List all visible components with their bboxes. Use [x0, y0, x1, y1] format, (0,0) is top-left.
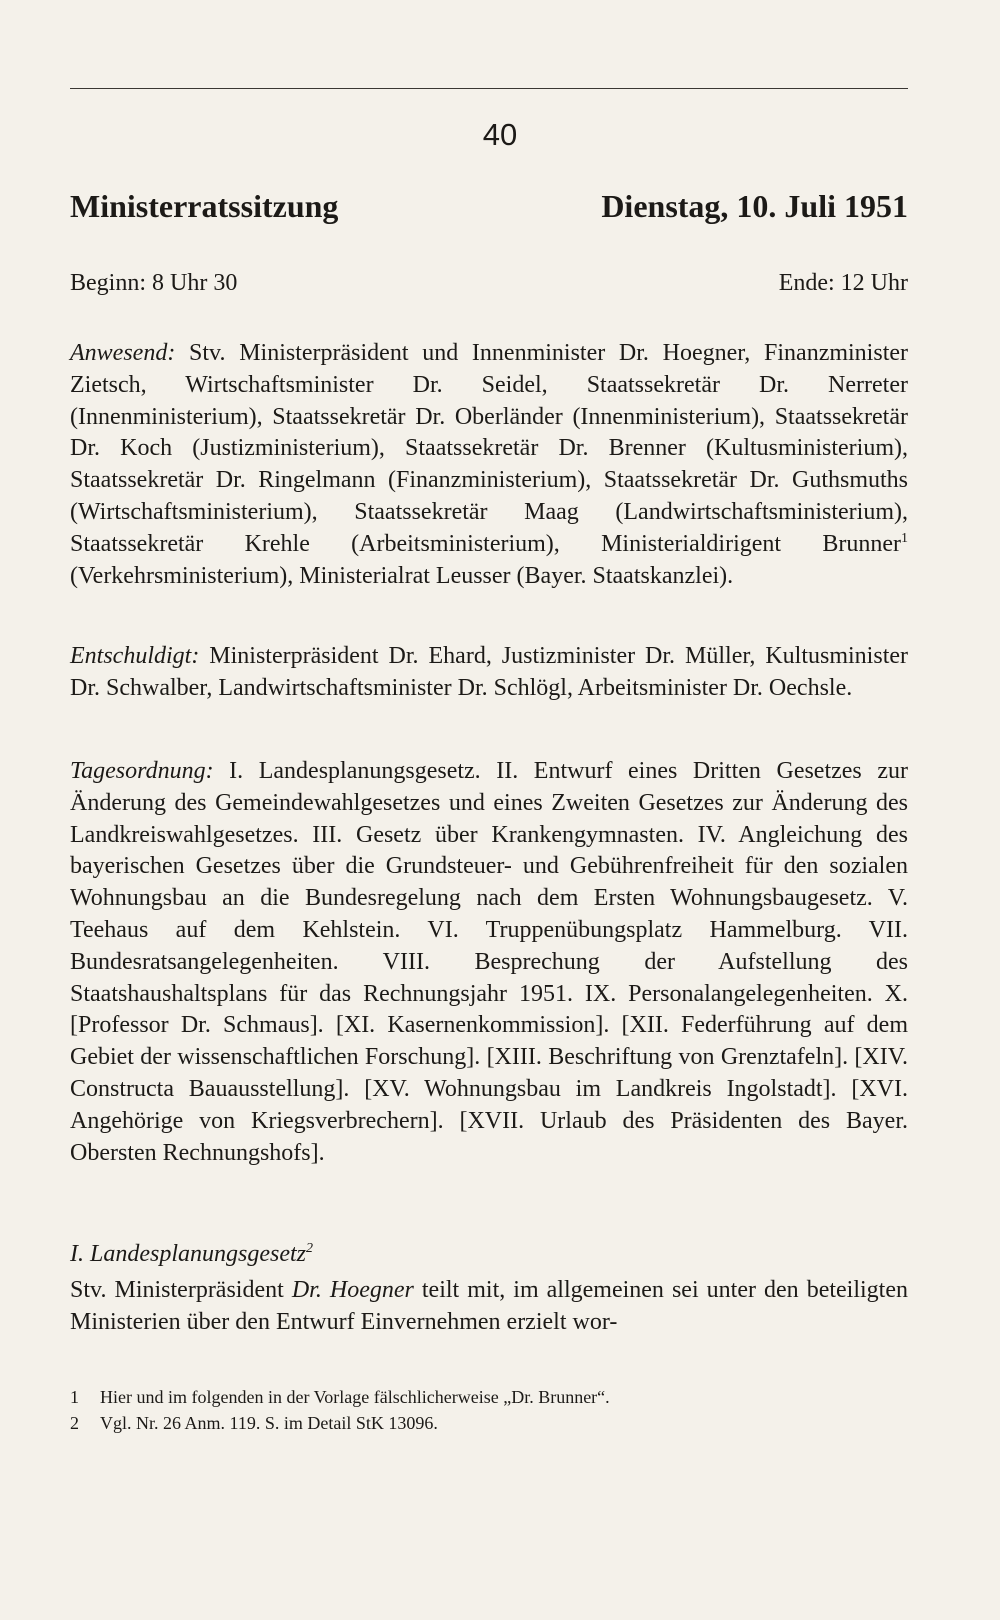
- footnote-text: Hier und im folgenden in der Vorlage fälschlicherweise „Dr. Brunner“.: [100, 1387, 610, 1407]
- excused-paragraph: [70, 641, 908, 705]
- agenda-text: I. Landesplanungsgesetz. II. Entwurf eines Dritten Gesetzes zur Änderung des Gemeindewahlgesetzes und eines Zweiten Gesetzes zur Änderung des Landkreiswahlgesetzes. III. Gesetz über Krankengymnasten. IV. Angleichung des bayerischen Gesetzes über die Grundsteuer- und Gebührenfreiheit für den sozialen Wohnungsbau an die Bundesregelung nach dem Ersten Wohnungsbaugesetz. V. Teehaus auf dem Kehlstein. VI. Truppenübungsplatz Hammelburg. VII. Bundesratsangelegenheiten. VIII. Besprechung der Aufstellung des Staatshaushaltsplans für das Rechnungsjahr 1951. IX. Personalangelegenheiten. X. [Professor Dr. Schmaus]. [XI. Kasernenkommission]. [XII. Federführung auf dem Gebiet der wissenschaftlichen Forschung]. [XIII. Beschriftung von Grenztafeln]. [XIV. Constructa Bauausstellung]. [XV. Wohnungsbau im Landkreis Ingolstadt]. [XVI. Angehörige von Kriegsverbrechern]. [XVII. Urlaub des Präsidenten des Bayer. Obersten Rechnungshofs].: [70, 758, 908, 1166]
- attendees-label: Anwesend:: [70, 340, 176, 366]
- agenda-label: Tagesordnung:: [70, 758, 214, 784]
- excused-text: Ministerpräsident Dr. Ehard, Justizminister Dr. Müller, Kultusminister Dr. Schwalber, Landwirtschaftsminister Dr. Schlögl, Arbeitsminister Dr. Oechsle.: [70, 643, 908, 701]
- section-paragraph-prefix: Stv. Ministerpräsident: [70, 1277, 292, 1303]
- begin-time: Beginn: 8 Uhr 30: [70, 270, 238, 296]
- footnote-ref-1: 1: [901, 530, 908, 546]
- section-title: I. Landesplanungsgesetz: [70, 1241, 306, 1267]
- end-time: Ende: 12 Uhr: [778, 270, 908, 296]
- attendees-text: Stv. Ministerpräsident und Innenminister Dr. Hoegner, Finanzminister Zietsch, Wirtschaftsminister Dr. Seidel, Staatssekretär Dr. Nerreter (Innenministerium), Staatssekretär Dr. Oberländer (Innenministerium), Staatssekretär Dr. Koch (Justizministerium), Staatssekretär Dr. Brenner (Kultusministerium), Staatssekretär Dr. Ringelmann (Finanzministerium), Staatssekretär Dr. Guthsmuths (Wirtschaftsministerium), Staatssekretär Maag (Landwirtschaftsministerium), Staatssekretär Krehle (Arbeitsministerium), Ministerialdirigent Brunner: [70, 340, 908, 557]
- section-heading: [70, 1241, 313, 1268]
- page-number: 40: [482, 117, 518, 152]
- header-rule: [70, 88, 908, 89]
- attendees-paragraph: [70, 338, 908, 592]
- footnote-number: 2: [70, 1413, 79, 1433]
- footnote-ref-2: 2: [306, 1241, 313, 1256]
- document-title: Ministerratssitzung: [70, 188, 339, 224]
- document-date: Dienstag, 10. Juli 1951: [601, 188, 908, 224]
- section-paragraph-text: teilt mit, im allgemeinen sei unter den beteiligten Ministerien über den Entwurf Einvernehmen erzielt wor-: [70, 1277, 908, 1335]
- footnote-1: [70, 1387, 900, 1408]
- footnote-2: [70, 1413, 900, 1434]
- section-paragraph: [70, 1275, 908, 1339]
- attendees-text-end: (Verkehrsministerium), Ministerialrat Leusser (Bayer. Staatskanzlei).: [70, 562, 734, 589]
- speaker-name: Dr. Hoegner: [291, 1277, 414, 1303]
- footnote-text: Vgl. Nr. 26 Anm. 119. S. im Detail StK 13096.: [100, 1413, 438, 1433]
- footnote-number: 1: [70, 1387, 79, 1407]
- excused-label: Entschuldigt:: [70, 643, 200, 669]
- agenda-paragraph: [70, 756, 908, 1169]
